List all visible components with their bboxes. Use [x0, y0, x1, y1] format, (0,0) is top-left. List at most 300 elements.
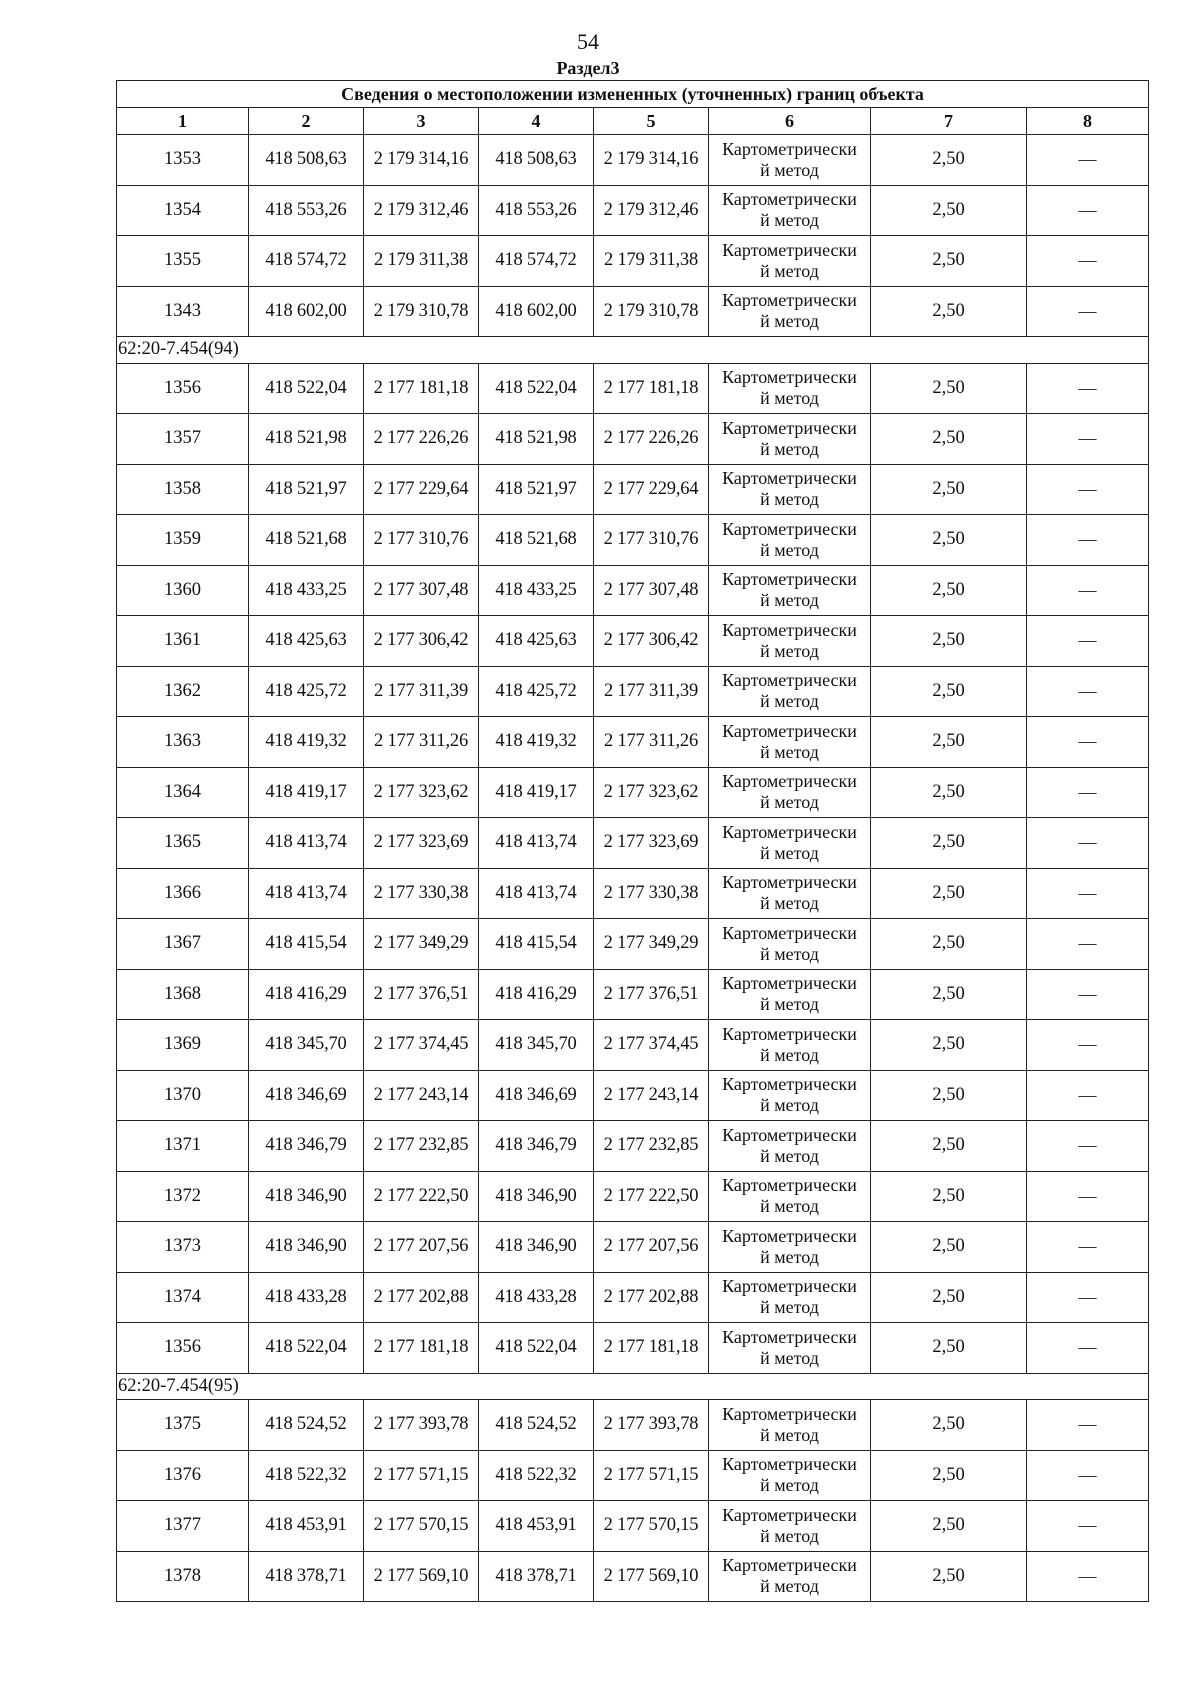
x-new-cell: 418 415,54 [479, 919, 594, 970]
y-new-cell: 2 177 393,78 [594, 1400, 709, 1451]
x-old-cell: 418 419,17 [249, 767, 364, 818]
method-line-2: й метод [760, 893, 819, 914]
method-cell [709, 1070, 871, 1121]
x-old-cell: 418 574,72 [249, 236, 364, 287]
point-number-cell: 1370 [117, 1070, 249, 1121]
y-new-cell: 2 177 310,76 [594, 515, 709, 566]
precision-cell: 2,50 [871, 236, 1027, 287]
precision-cell: 2,50 [871, 1222, 1027, 1273]
description-cell: — [1027, 1450, 1149, 1501]
x-new-cell: 418 602,00 [479, 286, 594, 337]
description-cell: — [1027, 1323, 1149, 1374]
x-old-cell: 418 602,00 [249, 286, 364, 337]
column-header: 1 [117, 108, 249, 135]
method-line-2: й метод [760, 438, 819, 459]
y-old-cell: 2 177 307,48 [364, 565, 479, 616]
method-line-1: Картометрически [722, 1504, 857, 1525]
x-new-cell: 418 413,74 [479, 818, 594, 869]
method-cell [709, 515, 871, 566]
y-new-cell: 2 177 232,85 [594, 1121, 709, 1172]
point-number-cell: 1363 [117, 717, 249, 768]
y-old-cell: 2 177 311,26 [364, 717, 479, 768]
point-number-cell: 1359 [117, 515, 249, 566]
y-new-cell: 2 179 312,46 [594, 185, 709, 236]
method-line-1: Картометрически [722, 1124, 857, 1145]
description-cell: — [1027, 236, 1149, 287]
y-new-cell: 2 177 311,26 [594, 717, 709, 768]
y-new-cell: 2 177 374,45 [594, 1020, 709, 1071]
point-number-cell: 1373 [117, 1222, 249, 1273]
x-new-cell: 418 346,79 [479, 1121, 594, 1172]
method-cell [709, 1272, 871, 1323]
method-line-2: й метод [760, 1576, 819, 1597]
y-old-cell: 2 179 310,78 [364, 286, 479, 337]
x-old-cell: 418 522,32 [249, 1450, 364, 1501]
precision-cell: 2,50 [871, 868, 1027, 919]
x-new-cell: 418 453,91 [479, 1501, 594, 1552]
group-row [117, 1373, 1149, 1400]
x-new-cell: 418 522,32 [479, 1450, 594, 1501]
table-row [117, 919, 1149, 970]
precision-cell: 2,50 [871, 818, 1027, 869]
method-line-1: Картометрически [722, 1023, 857, 1044]
point-number-cell: 1364 [117, 767, 249, 818]
x-new-cell: 418 378,71 [479, 1551, 594, 1602]
method-line-2: й метод [760, 1044, 819, 1065]
method-line-1: Картометрически [722, 1175, 857, 1196]
method-cell [709, 1020, 871, 1071]
x-new-cell: 418 521,98 [479, 414, 594, 465]
description-cell: — [1027, 135, 1149, 186]
point-number-cell: 1367 [117, 919, 249, 970]
point-number-cell: 1366 [117, 868, 249, 919]
y-old-cell: 2 177 226,26 [364, 414, 479, 465]
y-new-cell: 2 177 323,69 [594, 818, 709, 869]
x-old-cell: 418 522,04 [249, 363, 364, 414]
method-line-2: й метод [760, 388, 819, 409]
column-header: 7 [871, 108, 1027, 135]
precision-cell: 2,50 [871, 185, 1027, 236]
description-cell: — [1027, 565, 1149, 616]
method-line-2: й метод [760, 1424, 819, 1445]
description-cell: — [1027, 1070, 1149, 1121]
table-caption-row [117, 81, 1149, 108]
x-old-cell: 418 413,74 [249, 818, 364, 869]
precision-cell: 2,50 [871, 616, 1027, 667]
method-line-2: й метод [760, 792, 819, 813]
method-cell [709, 236, 871, 287]
table-row [117, 1121, 1149, 1172]
method-line-2: й метод [760, 994, 819, 1015]
column-header: 8 [1027, 108, 1149, 135]
method-cell [709, 1222, 871, 1273]
table-row [117, 717, 1149, 768]
precision-cell: 2,50 [871, 969, 1027, 1020]
precision-cell: 2,50 [871, 666, 1027, 717]
precision-cell: 2,50 [871, 1020, 1027, 1071]
x-old-cell: 418 521,98 [249, 414, 364, 465]
method-line-1: Картометрически [722, 290, 857, 311]
point-number-cell: 1371 [117, 1121, 249, 1172]
precision-cell: 2,50 [871, 135, 1027, 186]
description-cell: — [1027, 969, 1149, 1020]
x-old-cell: 418 346,90 [249, 1222, 364, 1273]
point-number-cell: 1355 [117, 236, 249, 287]
column-header: 4 [479, 108, 594, 135]
method-line-1: Картометрически [722, 872, 857, 893]
method-cell [709, 135, 871, 186]
method-cell [709, 818, 871, 869]
precision-cell: 2,50 [871, 1400, 1027, 1451]
y-new-cell: 2 177 323,62 [594, 767, 709, 818]
method-cell [709, 185, 871, 236]
y-old-cell: 2 179 314,16 [364, 135, 479, 186]
table-row [117, 767, 1149, 818]
table-row [117, 1323, 1149, 1374]
y-new-cell: 2 177 349,29 [594, 919, 709, 970]
table-row [117, 185, 1149, 236]
point-number-cell: 1375 [117, 1400, 249, 1451]
y-old-cell: 2 177 330,38 [364, 868, 479, 919]
y-old-cell: 2 179 311,38 [364, 236, 479, 287]
x-new-cell: 418 521,68 [479, 515, 594, 566]
y-new-cell: 2 177 570,15 [594, 1501, 709, 1552]
method-line-1: Картометрически [722, 569, 857, 590]
precision-cell: 2,50 [871, 767, 1027, 818]
x-new-cell: 418 433,25 [479, 565, 594, 616]
y-old-cell: 2 177 306,42 [364, 616, 479, 667]
method-cell [709, 868, 871, 919]
x-new-cell: 418 346,90 [479, 1222, 594, 1273]
table-row [117, 1501, 1149, 1552]
method-line-2: й метод [760, 1246, 819, 1267]
precision-cell: 2,50 [871, 717, 1027, 768]
point-number-cell: 1378 [117, 1551, 249, 1602]
method-line-1: Картометрически [722, 518, 857, 539]
method-cell [709, 1501, 871, 1552]
point-number-cell: 1361 [117, 616, 249, 667]
x-new-cell: 418 553,26 [479, 185, 594, 236]
method-line-2: й метод [760, 741, 819, 762]
method-line-1: Картометрически [722, 367, 857, 388]
method-line-1: Картометрически [722, 1454, 857, 1475]
x-new-cell: 418 425,72 [479, 666, 594, 717]
table-row [117, 1551, 1149, 1602]
point-number-cell: 1376 [117, 1450, 249, 1501]
table-row [117, 135, 1149, 186]
y-new-cell: 2 177 311,39 [594, 666, 709, 717]
method-cell [709, 565, 871, 616]
table-row [117, 286, 1149, 337]
x-new-cell: 418 413,74 [479, 868, 594, 919]
method-line-2: й метод [760, 1095, 819, 1116]
precision-cell: 2,50 [871, 286, 1027, 337]
method-line-1: Картометрически [722, 189, 857, 210]
point-number-cell: 1358 [117, 464, 249, 515]
x-old-cell: 418 415,54 [249, 919, 364, 970]
x-old-cell: 418 425,63 [249, 616, 364, 667]
table-row [117, 616, 1149, 667]
y-old-cell: 2 177 374,45 [364, 1020, 479, 1071]
group-row [117, 337, 1149, 364]
method-line-1: Картометрически [722, 468, 857, 489]
y-old-cell: 2 177 311,39 [364, 666, 479, 717]
method-cell [709, 363, 871, 414]
y-new-cell: 2 179 310,78 [594, 286, 709, 337]
description-cell: — [1027, 767, 1149, 818]
precision-cell: 2,50 [871, 565, 1027, 616]
y-new-cell: 2 177 330,38 [594, 868, 709, 919]
method-cell [709, 464, 871, 515]
method-cell [709, 717, 871, 768]
y-old-cell: 2 177 207,56 [364, 1222, 479, 1273]
method-line-2: й метод [760, 159, 819, 180]
description-cell: — [1027, 464, 1149, 515]
x-old-cell: 418 521,68 [249, 515, 364, 566]
method-line-1: Картометрически [722, 1225, 857, 1246]
y-new-cell: 2 177 376,51 [594, 969, 709, 1020]
y-new-cell: 2 177 569,10 [594, 1551, 709, 1602]
x-new-cell: 418 522,04 [479, 363, 594, 414]
column-header: 2 [249, 108, 364, 135]
y-old-cell: 2 177 229,64 [364, 464, 479, 515]
method-line-2: й метод [760, 1145, 819, 1166]
point-number-cell: 1372 [117, 1171, 249, 1222]
x-old-cell: 418 425,72 [249, 666, 364, 717]
method-cell [709, 1323, 871, 1374]
description-cell: — [1027, 616, 1149, 667]
x-old-cell: 418 522,04 [249, 1323, 364, 1374]
precision-cell: 2,50 [871, 363, 1027, 414]
x-old-cell: 418 433,28 [249, 1272, 364, 1323]
group-label: 62:20-7.454(95) [117, 1373, 1149, 1400]
precision-cell: 2,50 [871, 1450, 1027, 1501]
x-old-cell: 418 553,26 [249, 185, 364, 236]
table-row [117, 1400, 1149, 1451]
description-cell: — [1027, 1222, 1149, 1273]
x-old-cell: 418 524,52 [249, 1400, 364, 1451]
y-new-cell: 2 177 222,50 [594, 1171, 709, 1222]
description-cell: — [1027, 286, 1149, 337]
method-line-1: Картометрически [722, 720, 857, 741]
y-old-cell: 2 177 393,78 [364, 1400, 479, 1451]
y-old-cell: 2 177 222,50 [364, 1171, 479, 1222]
x-old-cell: 418 346,79 [249, 1121, 364, 1172]
method-line-2: й метод [760, 691, 819, 712]
description-cell: — [1027, 515, 1149, 566]
x-new-cell: 418 419,17 [479, 767, 594, 818]
y-old-cell: 2 177 181,18 [364, 1323, 479, 1374]
description-cell: — [1027, 919, 1149, 970]
x-old-cell: 418 346,90 [249, 1171, 364, 1222]
table-row [117, 363, 1149, 414]
description-cell: — [1027, 363, 1149, 414]
y-old-cell: 2 177 323,69 [364, 818, 479, 869]
point-number-cell: 1362 [117, 666, 249, 717]
y-old-cell: 2 177 181,18 [364, 363, 479, 414]
table-row [117, 1020, 1149, 1071]
x-old-cell: 418 378,71 [249, 1551, 364, 1602]
table-row [117, 515, 1149, 566]
column-header: 6 [709, 108, 871, 135]
x-new-cell: 418 345,70 [479, 1020, 594, 1071]
precision-cell: 2,50 [871, 1501, 1027, 1552]
point-number-cell: 1365 [117, 818, 249, 869]
method-line-2: й метод [760, 260, 819, 281]
y-new-cell: 2 179 311,38 [594, 236, 709, 287]
x-old-cell: 418 416,29 [249, 969, 364, 1020]
y-new-cell: 2 177 226,26 [594, 414, 709, 465]
y-new-cell: 2 177 181,18 [594, 1323, 709, 1374]
x-new-cell: 418 425,63 [479, 616, 594, 667]
y-old-cell: 2 177 570,15 [364, 1501, 479, 1552]
page-number: 54 [577, 29, 599, 54]
column-header-row [117, 108, 1149, 135]
x-new-cell: 418 521,97 [479, 464, 594, 515]
method-cell [709, 666, 871, 717]
x-new-cell: 418 508,63 [479, 135, 594, 186]
description-cell: — [1027, 185, 1149, 236]
method-line-2: й метод [760, 210, 819, 231]
y-new-cell: 2 177 306,42 [594, 616, 709, 667]
boundary-coordinates-table [116, 80, 1149, 1602]
method-line-1: Картометрически [722, 922, 857, 943]
table-row [117, 236, 1149, 287]
method-cell [709, 1450, 871, 1501]
point-number-cell: 1343 [117, 286, 249, 337]
table-row [117, 818, 1149, 869]
column-header: 3 [364, 108, 479, 135]
precision-cell: 2,50 [871, 1272, 1027, 1323]
method-line-2: й метод [760, 943, 819, 964]
table-row [117, 464, 1149, 515]
method-line-2: й метод [760, 590, 819, 611]
method-cell [709, 969, 871, 1020]
description-cell: — [1027, 1171, 1149, 1222]
x-old-cell: 418 346,69 [249, 1070, 364, 1121]
y-new-cell: 2 177 307,48 [594, 565, 709, 616]
method-line-2: й метод [760, 1347, 819, 1368]
method-line-1: Картометрически [722, 771, 857, 792]
method-line-2: й метод [760, 311, 819, 332]
table-row [117, 969, 1149, 1020]
description-cell: — [1027, 1501, 1149, 1552]
y-new-cell: 2 177 243,14 [594, 1070, 709, 1121]
x-old-cell: 418 521,97 [249, 464, 364, 515]
point-number-cell: 1374 [117, 1272, 249, 1323]
point-number-cell: 1368 [117, 969, 249, 1020]
method-cell [709, 1400, 871, 1451]
method-line-1: Картометрически [722, 1276, 857, 1297]
method-line-1: Картометрически [722, 1326, 857, 1347]
x-old-cell: 418 453,91 [249, 1501, 364, 1552]
method-line-2: й метод [760, 842, 819, 863]
table-row [117, 868, 1149, 919]
x-new-cell: 418 346,90 [479, 1171, 594, 1222]
table-body [117, 135, 1149, 1602]
precision-cell: 2,50 [871, 1121, 1027, 1172]
y-old-cell: 2 177 232,85 [364, 1121, 479, 1172]
x-new-cell: 418 419,32 [479, 717, 594, 768]
x-old-cell: 418 345,70 [249, 1020, 364, 1071]
group-label: 62:20-7.454(94) [117, 337, 1149, 364]
x-new-cell: 418 524,52 [479, 1400, 594, 1451]
description-cell: — [1027, 1121, 1149, 1172]
method-cell [709, 414, 871, 465]
description-cell: — [1027, 717, 1149, 768]
method-line-1: Картометрически [722, 619, 857, 640]
method-line-1: Картометрически [722, 670, 857, 691]
precision-cell: 2,50 [871, 1551, 1027, 1602]
y-old-cell: 2 177 569,10 [364, 1551, 479, 1602]
precision-cell: 2,50 [871, 1323, 1027, 1374]
method-line-1: Картометрически [722, 239, 857, 260]
point-number-cell: 1354 [117, 185, 249, 236]
y-old-cell: 2 177 376,51 [364, 969, 479, 1020]
y-new-cell: 2 177 571,15 [594, 1450, 709, 1501]
y-old-cell: 2 177 571,15 [364, 1450, 479, 1501]
x-new-cell: 418 433,28 [479, 1272, 594, 1323]
y-new-cell: 2 177 229,64 [594, 464, 709, 515]
method-line-2: й метод [760, 1297, 819, 1318]
point-number-cell: 1360 [117, 565, 249, 616]
precision-cell: 2,50 [871, 414, 1027, 465]
x-new-cell: 418 416,29 [479, 969, 594, 1020]
method-line-2: й метод [760, 1525, 819, 1546]
description-cell: — [1027, 1551, 1149, 1602]
table-row [117, 1171, 1149, 1222]
x-new-cell: 418 346,69 [479, 1070, 594, 1121]
table-row [117, 565, 1149, 616]
method-line-1: Картометрически [722, 417, 857, 438]
y-old-cell: 2 177 323,62 [364, 767, 479, 818]
description-cell: — [1027, 1020, 1149, 1071]
x-old-cell: 418 508,63 [249, 135, 364, 186]
x-old-cell: 418 413,74 [249, 868, 364, 919]
method-line-2: й метод [760, 489, 819, 510]
method-cell [709, 1171, 871, 1222]
precision-cell: 2,50 [871, 464, 1027, 515]
method-cell [709, 1551, 871, 1602]
method-line-2: й метод [760, 1196, 819, 1217]
point-number-cell: 1369 [117, 1020, 249, 1071]
x-old-cell: 418 419,32 [249, 717, 364, 768]
table-row [117, 1070, 1149, 1121]
method-line-2: й метод [760, 640, 819, 661]
y-new-cell: 2 179 314,16 [594, 135, 709, 186]
method-cell [709, 616, 871, 667]
description-cell: — [1027, 868, 1149, 919]
column-header: 5 [594, 108, 709, 135]
y-old-cell: 2 177 349,29 [364, 919, 479, 970]
point-number-cell: 1377 [117, 1501, 249, 1552]
method-cell [709, 919, 871, 970]
precision-cell: 2,50 [871, 1070, 1027, 1121]
y-old-cell: 2 177 310,76 [364, 515, 479, 566]
method-line-2: й метод [760, 1475, 819, 1496]
table-row [117, 666, 1149, 717]
table-row [117, 1450, 1149, 1501]
method-line-1: Картометрически [722, 138, 857, 159]
y-new-cell: 2 177 207,56 [594, 1222, 709, 1273]
x-new-cell: 418 522,04 [479, 1323, 594, 1374]
precision-cell: 2,50 [871, 515, 1027, 566]
method-cell [709, 1121, 871, 1172]
table-row [117, 414, 1149, 465]
description-cell: — [1027, 818, 1149, 869]
point-number-cell: 1356 [117, 363, 249, 414]
y-old-cell: 2 177 202,88 [364, 1272, 479, 1323]
